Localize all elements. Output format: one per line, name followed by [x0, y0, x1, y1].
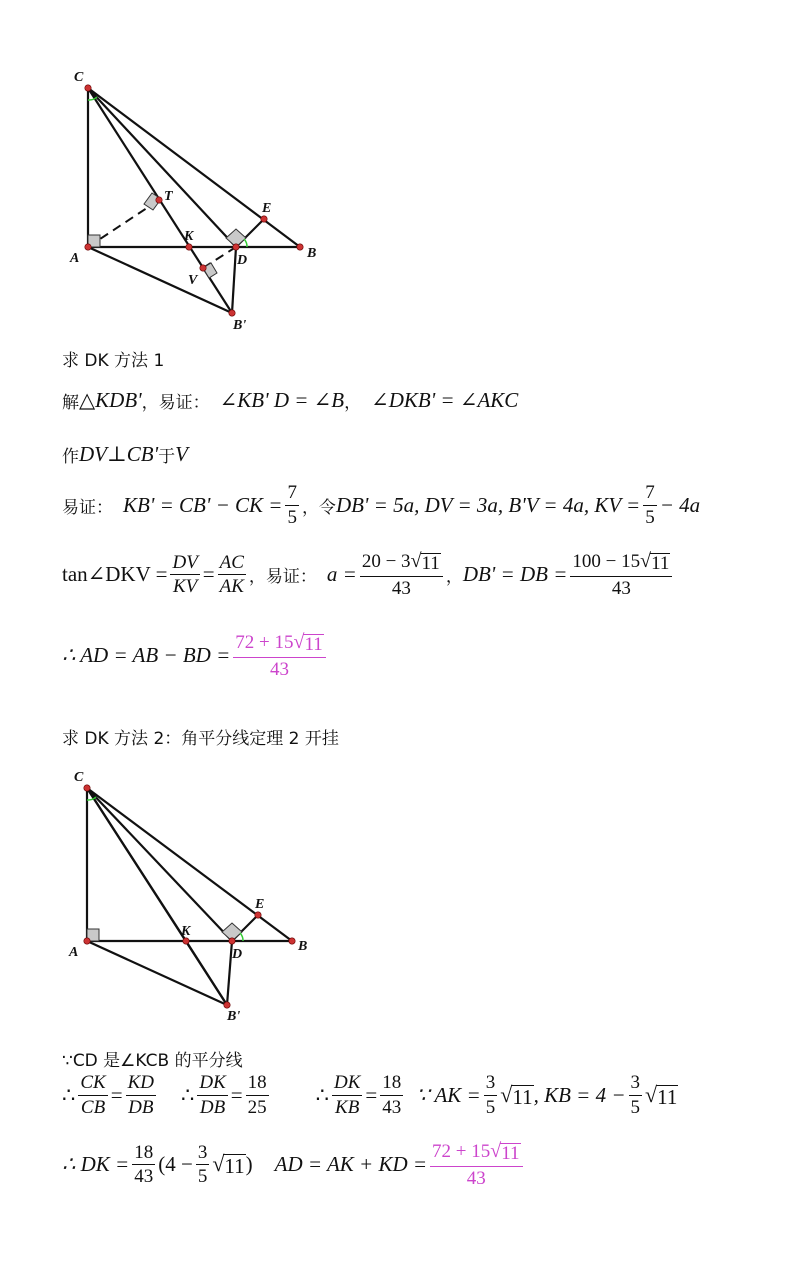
label-e: E	[262, 201, 272, 216]
segment-cd	[87, 788, 232, 941]
segment-ck	[87, 788, 186, 941]
method1-answer: 72 + 15 √ 11 43	[233, 631, 325, 681]
method2-line1: ∵CD 是∠KCB 的平分线	[62, 1051, 243, 1071]
figure-1	[0, 0, 800, 340]
method2-line3: ∴ DK = $\frac{18}{43}$ (4 − $\frac{3}{5}$ √ 11 ) AD = AK + KD = 72 + 15 √ 11 43	[62, 1140, 526, 1190]
label-d: D	[232, 947, 243, 962]
label-b: B	[307, 246, 317, 261]
method2-answer: 72 + 15 √ 11 43	[430, 1140, 522, 1190]
label-v: V	[188, 273, 198, 288]
label-c: C	[74, 70, 84, 85]
method1-line2: 作 DV⊥CB' 于 V	[62, 442, 188, 467]
label-a: A	[69, 945, 79, 960]
label-bprime: B'	[227, 1009, 241, 1024]
label-k: K	[184, 229, 194, 244]
method2-heading: 求 DK 方法 2：角平分线定理 2 开挂	[62, 729, 339, 749]
label-bprime: B'	[233, 318, 247, 333]
angle-mark-d	[240, 933, 243, 941]
label-b: B	[298, 939, 308, 954]
method1-line4: tan∠DKV = $\frac{DV}{KV}$ = $\frac{AC}{AK}$ ，易证： a = 20 − 3 √ 11 43 ， DB' = DB = 100 − 15 √ 11 43	[62, 550, 675, 600]
method2-line2: ∴ $\frac{CK}{CB}$ = $\frac{KD}{DB}$ ∴ $\frac{DK}{DB}$ = $\frac{18}{25}$ ∴ $\frac{DK}{KB}$ = $\frac{18}{43}$ ∵ AK = $\frac{3}{5}$ √ 11 , KB = 4 − $\frac{3}{5}$ √ 11	[62, 1072, 678, 1118]
label-e: E	[255, 897, 265, 912]
angle-mark-d	[244, 239, 247, 247]
method1-line5: ∴ AD = AB − BD = 72 + 15 √ 11 43	[62, 631, 329, 681]
label-c: C	[74, 770, 84, 785]
segment-dbprime	[232, 247, 236, 313]
label-d: D	[237, 253, 248, 268]
segment-cb	[88, 88, 300, 247]
label-a: A	[70, 251, 80, 266]
label-t: T	[164, 189, 173, 204]
segment-cb	[87, 788, 292, 941]
method1-line1: 解 △KDB' ，易证： ∠KB' D = ∠B ， ∠DKB' = ∠AKC	[62, 388, 519, 413]
label-k: K	[181, 924, 191, 939]
method1-heading: 求 DK 方法 1	[62, 351, 165, 371]
segment-cd	[88, 88, 236, 247]
method1-line3: 易证： KB' = CB' − CK = $\frac{7}{5}$ ，令 DB' = 5a, DV = 3a, B'V = 4a, KV = $\frac{7}{5}$ − 4a	[62, 482, 701, 528]
